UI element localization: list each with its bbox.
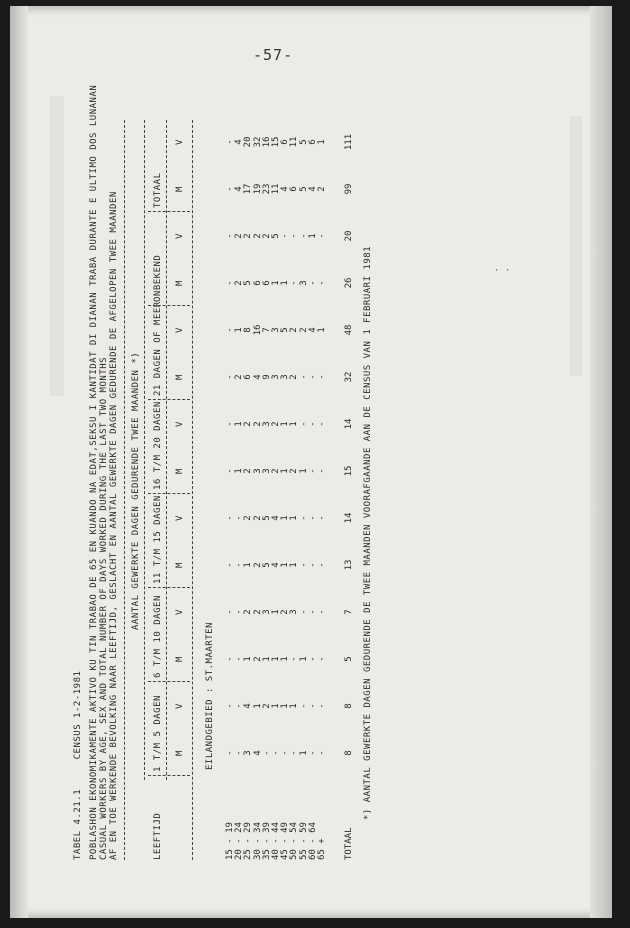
table-cell: - bbox=[225, 515, 235, 521]
group-header: 16 T/M 20 DAGEN bbox=[153, 401, 163, 490]
table-cell: 11 bbox=[271, 183, 281, 195]
table-cell: 5 bbox=[280, 327, 291, 333]
rule-groups bbox=[166, 120, 167, 780]
table-cell: 2 bbox=[252, 656, 263, 662]
table-cell: 2 bbox=[289, 327, 300, 333]
table-cell: 2 bbox=[261, 233, 272, 239]
table-cell: - bbox=[317, 468, 327, 474]
table-cell: 4 bbox=[234, 186, 245, 192]
total-cell: 13 bbox=[344, 559, 355, 571]
table-cell: 5 bbox=[271, 233, 281, 239]
table-cell: 3 bbox=[289, 609, 300, 615]
title-line-1: POBLASHON EKONOMIKAMENTE AKTIVO KU TIN TRABAO DE 65 EN KUANDO NA EDAT,SEKSU I KANTIDAT DI DIANAN TRABA DURANTE E ULTIMO DOS LUNANAN bbox=[89, 84, 99, 860]
table-cell: - bbox=[234, 703, 245, 709]
speck-marks: · · bbox=[494, 266, 511, 276]
total-cell: 8 bbox=[344, 703, 355, 709]
table-cell: - bbox=[307, 374, 318, 380]
age-label: 40 - 44 bbox=[271, 822, 281, 860]
age-label: 20 - 24 bbox=[234, 822, 245, 860]
table-cell: 2 bbox=[298, 327, 309, 333]
table-cell: 2 bbox=[252, 421, 263, 427]
total-cell: 20 bbox=[344, 230, 355, 242]
table-cell: 8 bbox=[243, 327, 254, 333]
table-cell: 1 bbox=[234, 468, 245, 474]
group-header: 1 T/M 5 DAGEN bbox=[153, 695, 163, 772]
table-cell: - bbox=[307, 703, 318, 709]
table-id-line bbox=[74, 671, 83, 860]
group-header: 11 T/M 15 DAGEN bbox=[153, 495, 163, 584]
page-spine-shadow bbox=[10, 6, 28, 918]
table-cell: 2 bbox=[271, 421, 281, 427]
group-divider bbox=[148, 681, 190, 682]
table-cell: - bbox=[225, 421, 235, 427]
table-cell: 3 bbox=[243, 750, 254, 756]
super-header: AANTAL GEWERKTE DAGEN GEDURENDE TWEE MAANDEN *) bbox=[131, 351, 141, 630]
table-cell: 4 bbox=[271, 515, 281, 521]
sex-header: M bbox=[175, 280, 185, 286]
table-cell: 2 bbox=[234, 233, 245, 239]
table-cell: 2 bbox=[261, 703, 272, 709]
table-cell: 1 bbox=[271, 280, 281, 286]
table-cell: 1 bbox=[234, 327, 245, 333]
table-cell: 4 bbox=[271, 562, 281, 568]
table-cell: - bbox=[307, 609, 318, 615]
total-cell: 111 bbox=[344, 133, 355, 151]
age-label: 30 - 34 bbox=[252, 822, 263, 860]
table-cell: - bbox=[307, 750, 318, 756]
total-cell: 48 bbox=[344, 324, 355, 336]
table-cell: - bbox=[307, 562, 318, 568]
table-cell: 1 bbox=[298, 468, 309, 474]
table-cell: 2 bbox=[252, 233, 263, 239]
table-cell: - bbox=[307, 468, 318, 474]
table-cell: 3 bbox=[261, 421, 272, 427]
group-divider bbox=[148, 775, 190, 776]
table-cell: - bbox=[298, 233, 309, 239]
table-cell: 2 bbox=[317, 186, 327, 192]
table-cell: - bbox=[317, 515, 327, 521]
table-cell: - bbox=[280, 750, 291, 756]
sex-header: V bbox=[175, 421, 185, 427]
table-cell: 2 bbox=[252, 609, 263, 615]
table-cell: 1 bbox=[307, 233, 318, 239]
table-cell: 1 bbox=[280, 280, 291, 286]
table-cell: 2 bbox=[289, 468, 300, 474]
sex-header: V bbox=[175, 327, 185, 333]
table-cell: 1 bbox=[280, 562, 291, 568]
sex-header: V bbox=[175, 233, 185, 239]
table-cell: 2 bbox=[280, 609, 291, 615]
table-cell: - bbox=[234, 562, 245, 568]
table-cell: 5 bbox=[261, 515, 272, 521]
table-cell: 1 bbox=[289, 562, 300, 568]
total-cell: 26 bbox=[344, 277, 355, 289]
group-divider bbox=[148, 211, 190, 212]
table-cell: 7 bbox=[261, 327, 272, 333]
table-cell: 1 bbox=[280, 515, 291, 521]
sex-header: M bbox=[175, 374, 185, 380]
table-cell: - bbox=[289, 280, 300, 286]
table-cell: 3 bbox=[271, 327, 281, 333]
table-id: TABEL 4.21.1 bbox=[73, 788, 83, 860]
table-cell: - bbox=[289, 233, 300, 239]
table-cell: 3 bbox=[280, 374, 291, 380]
table-cell: - bbox=[261, 750, 272, 756]
age-label: 65 + bbox=[317, 838, 327, 860]
table-cell: - bbox=[307, 280, 318, 286]
group-header: 21 DAGEN OF MEER bbox=[153, 301, 163, 396]
group-header: TOTAAL bbox=[153, 172, 163, 208]
table-cell: 1 bbox=[234, 421, 245, 427]
table-cell: 23 bbox=[261, 183, 272, 195]
table-cell: 6 bbox=[261, 280, 272, 286]
table-cell: - bbox=[298, 562, 309, 568]
table-cell: 16 bbox=[252, 324, 263, 336]
table-cell: 17 bbox=[243, 183, 254, 195]
table-cell: 20 bbox=[243, 136, 254, 148]
table-cell: - bbox=[225, 562, 235, 568]
table-cell: 1 bbox=[280, 421, 291, 427]
age-header: LEEFTIJD bbox=[153, 812, 163, 860]
table-cell: - bbox=[225, 233, 235, 239]
table-cell: - bbox=[225, 703, 235, 709]
table-cell: 1 bbox=[298, 656, 309, 662]
table-cell: 6 bbox=[252, 280, 263, 286]
table-cell: 6 bbox=[289, 186, 300, 192]
age-label: 50 - 54 bbox=[289, 822, 300, 860]
table-cell: - bbox=[234, 750, 245, 756]
table-cell: 6 bbox=[280, 139, 291, 145]
title-line-2: CASUAL WORKERS BY AGE, SEX AND TOTAL NUMBER OF DAYS WORKED DURING THE LAST TWO MONTHS bbox=[99, 356, 109, 860]
age-label: 35 - 39 bbox=[261, 822, 272, 860]
table-cell: 5 bbox=[298, 186, 309, 192]
table-cell: 4 bbox=[252, 374, 263, 380]
sex-header: V bbox=[175, 609, 185, 615]
table-cell: 15 bbox=[271, 136, 281, 148]
table-cell: 1 bbox=[317, 327, 327, 333]
table-cell: 4 bbox=[280, 186, 291, 192]
sex-header: V bbox=[175, 139, 185, 145]
table-cell: 2 bbox=[243, 233, 254, 239]
table-cell: - bbox=[307, 656, 318, 662]
table-cell: 1 bbox=[289, 421, 300, 427]
group-divider bbox=[148, 305, 190, 306]
age-label: 55 - 59 bbox=[298, 822, 309, 860]
table-cell: 5 bbox=[298, 139, 309, 145]
sex-header: M bbox=[175, 656, 185, 662]
table-cell: 2 bbox=[234, 280, 245, 286]
total-cell: 15 bbox=[344, 465, 355, 477]
rule-top bbox=[124, 120, 125, 860]
table-cell: - bbox=[317, 233, 327, 239]
table-cell: - bbox=[307, 421, 318, 427]
table-cell: 1 bbox=[280, 656, 291, 662]
table-cell: - bbox=[298, 609, 309, 615]
group-divider bbox=[148, 587, 190, 588]
rotated-table bbox=[74, 40, 630, 860]
table-cell: 6 bbox=[307, 139, 318, 145]
table-cell: - bbox=[234, 656, 245, 662]
table-cell: - bbox=[225, 139, 235, 145]
table-cell: 5 bbox=[243, 280, 254, 286]
table-cell: 4 bbox=[307, 186, 318, 192]
table-cell: 2 bbox=[252, 562, 263, 568]
sex-header: V bbox=[175, 515, 185, 521]
total-cell: 14 bbox=[344, 418, 355, 430]
table-cell: 1 bbox=[280, 468, 291, 474]
table-cell: - bbox=[289, 656, 300, 662]
table-cell: - bbox=[271, 750, 281, 756]
table-cell: - bbox=[225, 609, 235, 615]
table-cell: 2 bbox=[243, 421, 254, 427]
table-cell: - bbox=[317, 750, 327, 756]
table-cell: - bbox=[225, 656, 235, 662]
region-label: EILANDGEBIED : ST.MAARTEN bbox=[205, 622, 215, 770]
table-cell: 1 bbox=[261, 656, 272, 662]
table-cell: - bbox=[317, 421, 327, 427]
table-cell: 6 bbox=[243, 374, 254, 380]
total-cell: 99 bbox=[344, 183, 355, 195]
sex-header: M bbox=[175, 468, 185, 474]
table-cell: - bbox=[225, 186, 235, 192]
table-cell: 3 bbox=[252, 468, 263, 474]
table-cell: 1 bbox=[252, 703, 263, 709]
table-cell: 3 bbox=[261, 468, 272, 474]
group-divider bbox=[148, 399, 190, 400]
age-label: 60 - 64 bbox=[307, 822, 318, 860]
table-cell: - bbox=[225, 750, 235, 756]
table-cell: 1 bbox=[298, 750, 309, 756]
age-label: 25 - 29 bbox=[243, 822, 254, 860]
table-cell: 1 bbox=[289, 703, 300, 709]
table-cell: 3 bbox=[298, 280, 309, 286]
table-cell: - bbox=[317, 280, 327, 286]
sex-header: M bbox=[175, 562, 185, 568]
table-cell: 19 bbox=[252, 183, 263, 195]
table-cell: 2 bbox=[252, 515, 263, 521]
table-cell: - bbox=[280, 233, 291, 239]
total-label: TOTAAL bbox=[344, 827, 355, 860]
table-cell: 2 bbox=[243, 468, 254, 474]
table-cell: 1 bbox=[243, 562, 254, 568]
total-cell: 14 bbox=[344, 512, 355, 524]
table-cell: - bbox=[298, 515, 309, 521]
table-cell: 1 bbox=[243, 656, 254, 662]
group-divider bbox=[148, 493, 190, 494]
table-cell: 3 bbox=[271, 374, 281, 380]
table-cell: - bbox=[225, 280, 235, 286]
table-cell: 4 bbox=[252, 750, 263, 756]
age-label: 15 - 19 bbox=[225, 822, 235, 860]
sex-header: M bbox=[175, 186, 185, 192]
group-header: ONBEKEND bbox=[153, 254, 163, 302]
page-number: -57- bbox=[253, 46, 294, 64]
table-cell: - bbox=[317, 656, 327, 662]
table-cell: 2 bbox=[243, 515, 254, 521]
table-cell: - bbox=[317, 562, 327, 568]
table-cell: - bbox=[317, 609, 327, 615]
age-label: 45 - 49 bbox=[280, 822, 291, 860]
total-cell: 5 bbox=[344, 656, 355, 662]
table-cell: - bbox=[225, 374, 235, 380]
table-cell: - bbox=[289, 750, 300, 756]
table-cell: 2 bbox=[271, 468, 281, 474]
table-cell: - bbox=[298, 703, 309, 709]
table-cell: - bbox=[307, 515, 318, 521]
group-header: 6 T/M 10 DAGEN bbox=[153, 595, 163, 678]
table-cell: 1 bbox=[317, 139, 327, 145]
rule-super bbox=[144, 120, 145, 780]
title-line-3: AF EN TOE WERKENDE BEVOLKING NAAR LEEFTIJD, GESLACHT EN AANTAL GEWERKTE DAGEN GEDURENDE DE AFGELOPEN TWEE MAANDEN bbox=[109, 191, 119, 860]
table-cell: - bbox=[298, 374, 309, 380]
table-cell: - bbox=[317, 374, 327, 380]
table-cell: 4 bbox=[243, 703, 254, 709]
table-cell: 32 bbox=[252, 136, 263, 148]
table-cell: - bbox=[225, 468, 235, 474]
total-cell: 8 bbox=[344, 750, 355, 756]
table-cell: 2 bbox=[243, 609, 254, 615]
bleed-through-mark bbox=[50, 96, 64, 396]
table-cell: 1 bbox=[289, 515, 300, 521]
table-cell: 11 bbox=[289, 136, 300, 148]
footnote: *) AANTAL GEWERKTE DAGEN GEDURENDE DE TWEE MAANDEN VOORAFGAANDE AAN DE CENSUS VAN 1 FEBRUARI 1981 bbox=[363, 245, 373, 820]
table-cell: - bbox=[317, 703, 327, 709]
table-cell: 5 bbox=[261, 562, 272, 568]
table-cell: 2 bbox=[234, 374, 245, 380]
table-cell: 16 bbox=[261, 136, 272, 148]
table-cell: - bbox=[234, 609, 245, 615]
table-cell: 1 bbox=[280, 703, 291, 709]
rule-header-bottom bbox=[192, 120, 193, 860]
table-cell: - bbox=[234, 515, 245, 521]
total-cell: 7 bbox=[344, 609, 355, 615]
table-cell: 4 bbox=[307, 327, 318, 333]
sex-header: V bbox=[175, 703, 185, 709]
census-label: CENSUS 1-2-1981 bbox=[73, 670, 83, 760]
table-cell: 1 bbox=[271, 609, 281, 615]
table-cell: - bbox=[225, 327, 235, 333]
table-cell: 4 bbox=[234, 139, 245, 145]
total-cell: 32 bbox=[344, 371, 355, 383]
table-cell: 3 bbox=[261, 609, 272, 615]
table-cell: 2 bbox=[289, 374, 300, 380]
table-cell: 1 bbox=[271, 656, 281, 662]
sex-header: M bbox=[175, 750, 185, 756]
table-cell: 9 bbox=[261, 374, 272, 380]
table-cell: 1 bbox=[271, 703, 281, 709]
table-cell: - bbox=[298, 421, 309, 427]
